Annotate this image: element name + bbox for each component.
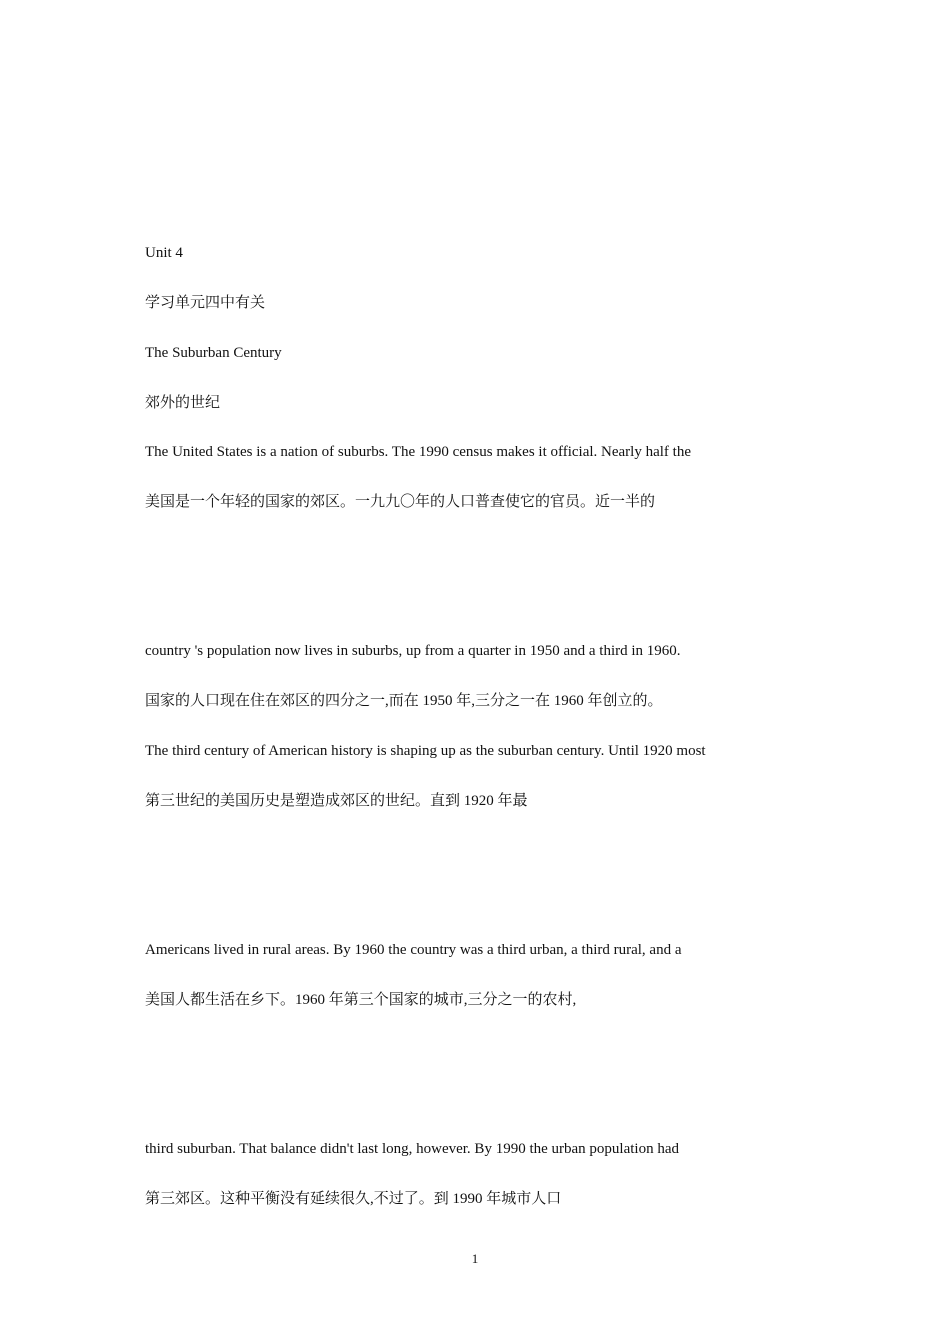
page-number: 1 <box>471 1251 479 1266</box>
text-line-chinese: 第三世纪的美国历史是塑造成郊区的世纪。直到 1920 年最 <box>145 793 528 809</box>
text-line-chinese: 美国人都生活在乡下。1960 年第三个国家的城市,三分之一的农村, <box>145 992 577 1008</box>
text-line-english: Americans lived in rural areas. By 1960 the country was a third urban, a third rural, and a <box>145 942 682 958</box>
text-line-chinese: 第三郊区。这种平衡没有延续很久,不过了。到 1990 年城市人口 <box>145 1191 562 1207</box>
text-line-chinese: 美国是一个年轻的国家的郊区。一九九〇年的人口普查使它的官员。近一半的 <box>145 494 656 510</box>
article-title-translation: 郊外的世纪 <box>145 395 221 411</box>
text-line-english: The United States is a nation of suburbs. The 1990 census makes it official. Nearly half the <box>145 444 691 460</box>
text-line-english: The third century of American history is shaping up as the suburban century. Until 1920 most <box>145 743 706 759</box>
unit-heading: Unit 4 <box>145 245 183 261</box>
unit-heading-translation: 学习单元四中有关 <box>145 295 266 311</box>
article-title: The Suburban Century <box>145 345 282 361</box>
text-line-english: country 's population now lives in suburbs, up from a quarter in 1950 and a third in 1960. <box>145 643 681 659</box>
text-line-chinese: 国家的人口现在住在郊区的四分之一,而在 1950 年,三分之一在 1960 年创立的。 <box>145 693 663 709</box>
text-line-english: third suburban. That balance didn't last long, however. By 1990 the urban population had <box>145 1141 679 1157</box>
